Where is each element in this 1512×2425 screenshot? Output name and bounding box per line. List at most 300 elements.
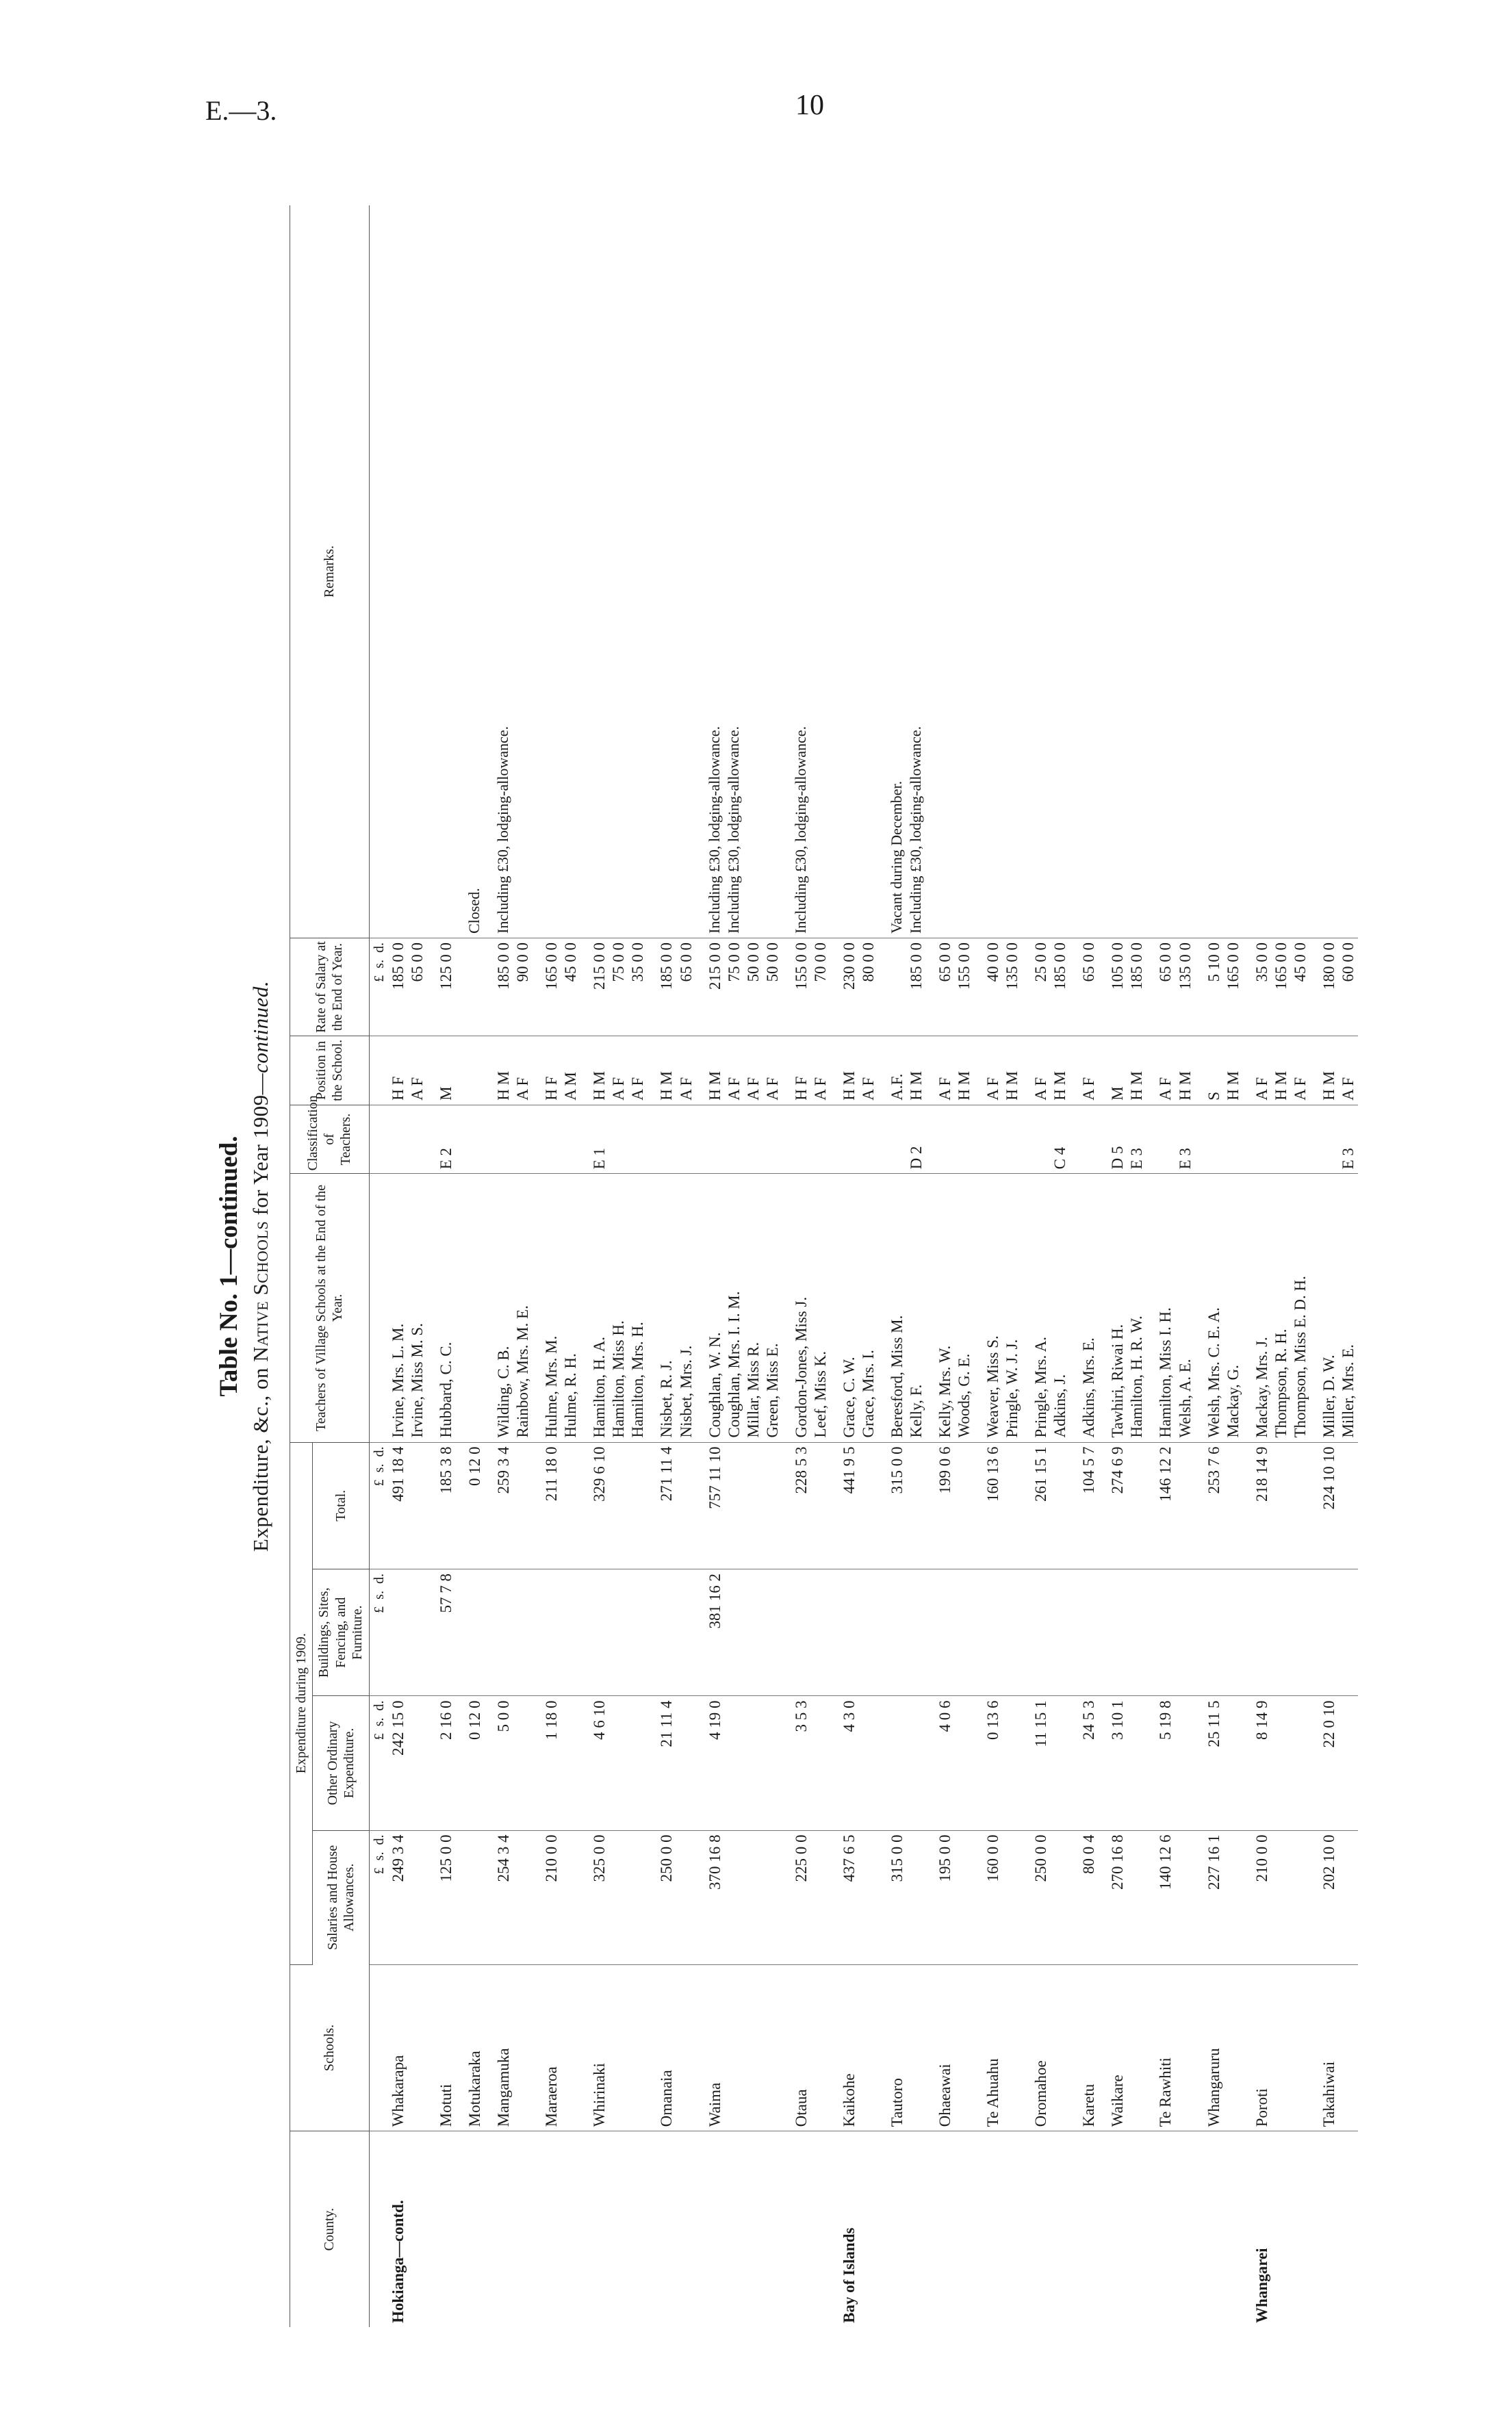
remarks-cell <box>513 205 533 938</box>
other-cell <box>1127 1696 1146 1830</box>
position-cell: A F <box>1339 1036 1358 1105</box>
remarks-cell <box>389 205 408 938</box>
remarks-cell: Including £30, lodging-allowance. <box>782 205 811 938</box>
salaries-cell <box>763 1830 782 1964</box>
classification-cell <box>1003 1105 1022 1174</box>
total-cell: 274 6 9 <box>1099 1442 1127 1569</box>
table-row <box>1022 205 1051 2327</box>
classification-cell: E 3 <box>1339 1105 1358 1174</box>
teacher-cell: Hubbard, C. C. <box>427 1174 456 1442</box>
col-total: Total. <box>313 1442 369 1569</box>
county-cell <box>1224 2131 1243 2327</box>
page-number: 10 <box>795 90 824 121</box>
table-row <box>628 205 648 2327</box>
classification-cell <box>1272 1105 1291 1174</box>
teacher-cell: Miller, D. W. <box>1310 1174 1339 1442</box>
total-cell: 211 18 0 <box>533 1442 561 1569</box>
position-cell: A F <box>513 1036 533 1105</box>
salaries-cell <box>561 1830 580 1964</box>
remarks-cell <box>427 205 456 938</box>
salaries-cell <box>408 1830 427 1964</box>
other-cell: 4 3 0 <box>830 1696 859 1830</box>
county-cell <box>907 2131 926 2327</box>
buildings-cell <box>1051 1569 1070 1696</box>
salaries-cell: 270 16 8 <box>1099 1830 1127 1964</box>
total-cell <box>609 1442 628 1569</box>
other-cell: 24 5 3 <box>1070 1696 1099 1830</box>
school-cell: Karetu <box>1070 1964 1099 2131</box>
county-cell <box>648 2131 676 2327</box>
remarks-cell <box>744 205 763 938</box>
position-cell: A F <box>974 1036 1003 1105</box>
county-cell <box>1195 2131 1224 2327</box>
teacher-cell: Thompson, R. H. <box>1272 1174 1291 1442</box>
position-cell: M <box>427 1036 456 1105</box>
remarks-cell <box>1243 205 1272 938</box>
rate-cell: 50 0 0 <box>744 938 763 1036</box>
other-cell <box>1224 1696 1243 1830</box>
teacher-cell: Coughlan, W. N. <box>696 1174 725 1442</box>
classification-cell <box>830 1105 859 1174</box>
buildings-cell <box>1127 1569 1146 1696</box>
other-cell: 5 0 0 <box>485 1696 513 1830</box>
remarks-cell <box>811 205 830 938</box>
position-cell: A F <box>677 1036 696 1105</box>
table-row <box>830 205 859 2327</box>
school-cell: Ohaeawai <box>926 1964 955 2131</box>
school-cell: Motuti <box>427 1964 456 2131</box>
teacher-cell: Hulme, Mrs. M. <box>533 1174 561 1442</box>
rate-cell: 65 0 0 <box>677 938 696 1036</box>
county-cell <box>1051 2131 1070 2327</box>
position-cell: H M <box>648 1036 676 1105</box>
position-cell: H M <box>485 1036 513 1105</box>
county-cell <box>763 2131 782 2327</box>
salaries-cell <box>456 1830 485 1964</box>
rate-cell: 185 0 0 <box>1051 938 1070 1036</box>
remarks-cell <box>1339 205 1358 938</box>
position-cell: A F <box>628 1036 648 1105</box>
salaries-cell <box>859 1830 878 1964</box>
remarks-cell <box>648 205 676 938</box>
salaries-cell <box>1291 1830 1310 1964</box>
other-cell: 2 16 0 <box>427 1696 456 1830</box>
buildings-cell <box>1003 1569 1022 1696</box>
remarks-cell <box>763 205 782 938</box>
total-cell <box>513 1442 533 1569</box>
position-cell: H F <box>782 1036 811 1105</box>
buildings-cell <box>744 1569 763 1696</box>
school-cell: Te Rawhiti <box>1146 1964 1175 2131</box>
table-row <box>408 205 427 2327</box>
rate-cell: 75 0 0 <box>609 938 628 1036</box>
buildings-cell <box>609 1569 628 1696</box>
teacher-cell: Gordon-Jones, Miss J. <box>782 1174 811 1442</box>
unit-rate: £ s. d. <box>369 938 389 1036</box>
buildings-cell <box>1099 1569 1127 1696</box>
classification-cell <box>859 1105 878 1174</box>
salaries-cell <box>1127 1830 1146 1964</box>
county-cell <box>811 2131 830 2327</box>
remarks-cell <box>609 205 628 938</box>
remarks-cell <box>1127 205 1146 938</box>
position-cell: A F <box>1291 1036 1310 1105</box>
total-cell: 0 12 0 <box>456 1442 485 1569</box>
other-cell: 4 0 6 <box>926 1696 955 1830</box>
remarks-cell <box>1003 205 1022 938</box>
rate-cell: 80 0 0 <box>859 938 878 1036</box>
table-row <box>648 205 676 2327</box>
col-remarks: Remarks. <box>290 205 370 938</box>
county-cell <box>1272 2131 1291 2327</box>
remarks-cell <box>974 205 1003 938</box>
table-row <box>533 205 561 2327</box>
buildings-cell <box>677 1569 696 1696</box>
teacher-cell: Nisbet, Mrs. J. <box>677 1174 696 1442</box>
rate-cell: 185 0 0 <box>907 938 926 1036</box>
col-expenditure-group: Expenditure during 1909. <box>290 1442 313 1964</box>
rate-cell: 165 0 0 <box>533 938 561 1036</box>
classification-cell <box>763 1105 782 1174</box>
other-cell <box>1051 1696 1070 1830</box>
position-cell: H M <box>696 1036 725 1105</box>
position-cell: A F <box>1243 1036 1272 1105</box>
table-row <box>782 205 811 2327</box>
school-cell <box>744 1964 763 2131</box>
buildings-cell <box>878 1569 907 1696</box>
classification-cell <box>696 1105 725 1174</box>
total-cell <box>1272 1442 1291 1569</box>
school-cell: Takahiwai <box>1310 1964 1339 2131</box>
salaries-cell: 225 0 0 <box>782 1830 811 1964</box>
total-cell <box>1176 1442 1195 1569</box>
teacher-cell: Leef, Miss K. <box>811 1174 830 1442</box>
total-cell <box>1224 1442 1243 1569</box>
salaries-cell <box>1051 1830 1070 1964</box>
classification-cell <box>648 1105 676 1174</box>
remarks-cell <box>1099 205 1127 938</box>
document-reference: E.—3. <box>205 95 277 126</box>
table-row <box>1003 205 1022 2327</box>
subtitle-suffix: continued. <box>248 980 272 1073</box>
buildings-cell <box>1224 1569 1243 1696</box>
school-cell: Te Ahuahu <box>974 1964 1003 2131</box>
total-cell <box>859 1442 878 1569</box>
remarks-cell <box>580 205 609 938</box>
county-cell <box>744 2131 763 2327</box>
buildings-cell: 381 16 2 <box>696 1569 725 1696</box>
rate-cell: 215 0 0 <box>580 938 609 1036</box>
table-row <box>1243 205 1272 2327</box>
buildings-cell <box>830 1569 859 1696</box>
county-cell <box>1291 2131 1310 2327</box>
rate-cell: 50 0 0 <box>763 938 782 1036</box>
salaries-cell: 370 16 8 <box>696 1830 725 1964</box>
teacher-cell: Welsh, A. E. <box>1176 1174 1195 1442</box>
unit-row <box>369 205 389 2327</box>
school-cell <box>1003 1964 1022 2131</box>
buildings-cell <box>1291 1569 1310 1696</box>
classification-cell <box>955 1105 974 1174</box>
classification-cell <box>1195 1105 1224 1174</box>
col-classification: Classification of Teachers. <box>290 1105 370 1174</box>
classification-cell <box>456 1105 485 1174</box>
remarks-cell: Including £30, lodging-allowance. <box>696 205 725 938</box>
school-cell <box>1051 1964 1070 2131</box>
table-row <box>926 205 955 2327</box>
classification-cell <box>1022 1105 1051 1174</box>
school-cell <box>1291 1964 1310 2131</box>
position-cell: H M <box>1272 1036 1291 1105</box>
salaries-cell <box>1176 1830 1195 1964</box>
table-row <box>513 205 533 2327</box>
total-cell: 218 14 9 <box>1243 1442 1272 1569</box>
rate-cell: 60 0 0 <box>1339 938 1358 1036</box>
classification-cell <box>513 1105 533 1174</box>
salaries-cell <box>725 1830 744 1964</box>
rate-cell: 125 0 0 <box>427 938 456 1036</box>
county-cell <box>580 2131 609 2327</box>
teacher-cell: Pringle, Mrs. A. <box>1022 1174 1051 1442</box>
teacher-cell: Mackay, Mrs. J. <box>1243 1174 1272 1442</box>
classification-cell <box>1224 1105 1243 1174</box>
buildings-cell <box>1310 1569 1339 1696</box>
salaries-cell <box>907 1830 926 1964</box>
salaries-cell: 160 0 0 <box>974 1830 1003 1964</box>
salaries-cell <box>811 1830 830 1964</box>
table-row <box>1339 205 1358 2327</box>
salaries-cell: 249 3 4 <box>389 1830 408 1964</box>
other-cell: 3 10 1 <box>1099 1696 1127 1830</box>
total-cell: 199 0 6 <box>926 1442 955 1569</box>
teacher-cell: Adkins, J. <box>1051 1174 1070 1442</box>
total-cell: 271 11 4 <box>648 1442 676 1569</box>
county-cell <box>725 2131 744 2327</box>
classification-cell <box>389 1105 408 1174</box>
table-row <box>763 205 782 2327</box>
county-cell <box>955 2131 974 2327</box>
classification-cell: E 3 <box>1127 1105 1146 1174</box>
teacher-cell: Green, Miss E. <box>763 1174 782 1442</box>
county-cell <box>485 2131 513 2327</box>
rate-cell: 165 0 0 <box>1224 938 1243 1036</box>
remarks-cell: Vacant during December. <box>878 205 907 938</box>
salaries-cell <box>1224 1830 1243 1964</box>
salaries-cell <box>677 1830 696 1964</box>
county-cell: Bay of Islands <box>840 2227 858 2323</box>
salaries-cell: 195 0 0 <box>926 1830 955 1964</box>
rate-cell: 165 0 0 <box>1272 938 1291 1036</box>
school-cell: Kaikohe <box>830 1964 859 2131</box>
total-cell <box>811 1442 830 1569</box>
county-cell <box>696 2131 725 2327</box>
total-cell: 160 13 6 <box>974 1442 1003 1569</box>
table-row <box>1224 205 1243 2327</box>
other-cell <box>878 1696 907 1830</box>
county-cell <box>1310 2131 1339 2327</box>
total-cell: 228 5 3 <box>782 1442 811 1569</box>
county-cell <box>1127 2131 1146 2327</box>
col-rate: Rate of Salary at the End of Year. <box>290 938 370 1036</box>
classification-cell: D 5 <box>1099 1105 1127 1174</box>
position-cell: A F <box>763 1036 782 1105</box>
rate-cell: 65 0 0 <box>1146 938 1175 1036</box>
rate-cell: 65 0 0 <box>408 938 427 1036</box>
classification-cell: C 4 <box>1051 1105 1070 1174</box>
salaries-cell: 254 3 4 <box>485 1830 513 1964</box>
buildings-cell <box>561 1569 580 1696</box>
teacher-cell: Wilding, C. B. <box>485 1174 513 1442</box>
teacher-cell: Irvine, Miss M. S. <box>408 1174 427 1442</box>
position-cell: A M <box>561 1036 580 1105</box>
remarks-cell: Including £30, lodging-allowance. <box>725 205 744 938</box>
rate-cell: 215 0 0 <box>696 938 725 1036</box>
classification-cell <box>1310 1105 1339 1174</box>
position-cell: H M <box>830 1036 859 1105</box>
position-cell: H F <box>533 1036 561 1105</box>
salaries-cell: 315 0 0 <box>878 1830 907 1964</box>
teacher-cell: Thompson, Miss E. D. H. <box>1291 1174 1310 1442</box>
county-cell: Hokianga—contd. <box>389 2200 407 2323</box>
position-cell: H M <box>907 1036 926 1105</box>
rate-cell: 185 0 0 <box>389 938 408 1036</box>
buildings-cell <box>974 1569 1003 1696</box>
rate-cell: 5 10 0 <box>1195 938 1224 1036</box>
other-cell <box>1176 1696 1195 1830</box>
table-row <box>677 205 696 2327</box>
rate-cell: 45 0 0 <box>1291 938 1310 1036</box>
buildings-cell <box>628 1569 648 1696</box>
position-cell: H M <box>1224 1036 1243 1105</box>
remarks-cell <box>628 205 648 938</box>
total-cell <box>955 1442 974 1569</box>
table-subtitle <box>248 192 273 2341</box>
table-row <box>1070 205 1099 2327</box>
remarks-cell <box>1146 205 1175 938</box>
rate-cell: 75 0 0 <box>725 938 744 1036</box>
position-cell: A F <box>408 1036 427 1105</box>
county-cell <box>1176 2131 1195 2327</box>
salaries-cell: 202 10 0 <box>1310 1830 1339 1964</box>
classification-cell <box>878 1105 907 1174</box>
position-cell: H M <box>1003 1036 1022 1105</box>
other-cell <box>513 1696 533 1830</box>
position-cell: A F <box>859 1036 878 1105</box>
total-cell: 315 0 0 <box>878 1442 907 1569</box>
table-row <box>1127 205 1146 2327</box>
school-cell <box>725 1964 744 2131</box>
salaries-cell: 325 0 0 <box>580 1830 609 1964</box>
unit-salaries: £ s. d. <box>369 1830 389 1964</box>
position-cell: A F <box>1146 1036 1175 1105</box>
school-cell <box>907 1964 926 2131</box>
buildings-cell <box>485 1569 513 1696</box>
classification-cell <box>926 1105 955 1174</box>
county-cell <box>1099 2131 1127 2327</box>
total-cell <box>744 1442 763 1569</box>
school-cell: Whangaruru <box>1195 1964 1224 2131</box>
expenditure-table <box>290 205 1358 2327</box>
rate-cell <box>456 938 485 1036</box>
remarks-cell: Including £30, lodging-allowance. <box>907 205 926 938</box>
school-cell <box>628 1964 648 2131</box>
other-cell <box>1272 1696 1291 1830</box>
remarks-cell <box>830 205 859 938</box>
position-cell: H M <box>1310 1036 1339 1105</box>
school-cell: Whirinaki <box>580 1964 609 2131</box>
rate-cell: 135 0 0 <box>1176 938 1195 1036</box>
col-buildings: Buildings, Sites, Fencing, and Furniture. <box>313 1569 369 1696</box>
total-cell: 259 3 4 <box>485 1442 513 1569</box>
table-row <box>1310 205 1339 2327</box>
teacher-cell: Grace, C. W. <box>830 1174 859 1442</box>
remarks-cell <box>1291 205 1310 938</box>
unit-total: £ s. d. <box>369 1442 389 1569</box>
buildings-cell <box>926 1569 955 1696</box>
school-cell: Otaua <box>782 1964 811 2131</box>
county-cell <box>513 2131 533 2327</box>
county-cell <box>974 2131 1003 2327</box>
table-row <box>696 205 725 2327</box>
table-row <box>955 205 974 2327</box>
classification-cell <box>1291 1105 1310 1174</box>
buildings-cell <box>725 1569 744 1696</box>
other-cell <box>609 1696 628 1830</box>
buildings-cell <box>1146 1569 1175 1696</box>
remarks-cell <box>1224 205 1243 938</box>
table-row <box>456 205 485 2327</box>
table-row <box>725 205 744 2327</box>
table-title: Table No. 1—continued. <box>215 1135 243 1397</box>
table-row <box>561 205 580 2327</box>
salaries-cell <box>1339 1830 1358 1964</box>
col-county: County. <box>290 2131 370 2327</box>
rate-cell: 45 0 0 <box>561 938 580 1036</box>
salaries-cell <box>955 1830 974 1964</box>
county-cell <box>1003 2131 1022 2327</box>
classification-cell <box>408 1105 427 1174</box>
remarks-cell <box>926 205 955 938</box>
county-cell <box>677 2131 696 2327</box>
classification-cell <box>533 1105 561 1174</box>
teacher-cell: Grace, Mrs. I. <box>859 1174 878 1442</box>
salaries-cell: 80 0 4 <box>1070 1830 1099 1964</box>
total-cell: 329 6 10 <box>580 1442 609 1569</box>
other-cell: 22 0 10 <box>1310 1696 1339 1830</box>
rate-cell: 180 0 0 <box>1310 938 1339 1036</box>
total-cell: 441 9 5 <box>830 1442 859 1569</box>
school-cell: Waikare <box>1099 1964 1127 2131</box>
classification-cell <box>782 1105 811 1174</box>
position-cell: A F <box>1022 1036 1051 1105</box>
rate-cell: 35 0 0 <box>1243 938 1272 1036</box>
teacher-cell: Coughlan, Mrs. I. I. M. <box>725 1174 744 1442</box>
other-cell: 3 5 3 <box>782 1696 811 1830</box>
col-other: Other Ordinary Expenditure. <box>313 1696 369 1830</box>
school-cell <box>1224 1964 1243 2131</box>
salaries-cell: 125 0 0 <box>427 1830 456 1964</box>
position-cell: M <box>1099 1036 1127 1105</box>
table-row <box>744 205 763 2327</box>
buildings-cell <box>955 1569 974 1696</box>
unit-other: £ s. d. <box>369 1696 389 1830</box>
other-cell <box>408 1696 427 1830</box>
position-cell: A F <box>926 1036 955 1105</box>
school-cell <box>609 1964 628 2131</box>
county-cell <box>782 2131 811 2327</box>
buildings-cell <box>1339 1569 1358 1696</box>
buildings-cell <box>859 1569 878 1696</box>
